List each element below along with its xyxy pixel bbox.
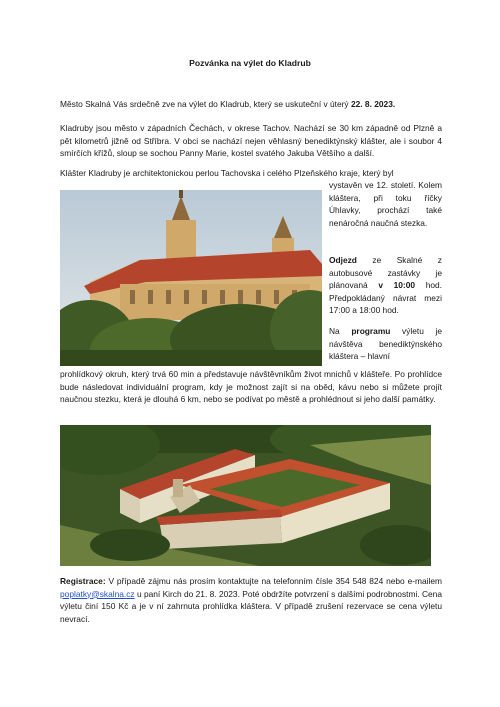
- monastery-church-photo: [60, 190, 322, 366]
- registration-text-2: u paní Kirch do 21. 8. 2023. Poté obdržíte potvrzení s dalšími podrobnostmi. Cena výletu činí 150 Kč a je v ní zahrnuta prohlídka kláštera. V případě zrušení rezervace se cena výletu nevrací.: [60, 588, 442, 624]
- program-side-text: [329, 325, 442, 363]
- program-pre: Na: [329, 326, 352, 336]
- departure-paragraph: [329, 254, 442, 317]
- monastery-side-text: vystavěn ve 12. století. Kolem kláštera, při toku říčky Úhlavky, prochází také nenáročná naučná stezka.: [329, 180, 442, 228]
- return-text: hod. Předpokládaný návrat mezi 17:00 a 18:00 hod.: [329, 280, 442, 316]
- departure-label: Odjezd: [329, 255, 357, 265]
- registration-label: Registrace:: [60, 576, 106, 586]
- email-link[interactable]: poplatky@skalna.cz: [60, 588, 135, 599]
- trip-date: 22. 8. 2023.: [350, 99, 396, 109]
- intro-paragraph: [60, 98, 440, 111]
- program-paragraph: prohlídkový okruh, který trvá 60 min a představuje návštěvníkům život mnichů v klášteře. Po prohlídce bude následovat individuální program, kdy je možnost zajít si na oběd, kávu nebo si můžete projít naučnou stezku, která je dlouhá 6 km, nebo se podívat po městě a prohlédnout si jeho další památky.: [60, 369, 442, 405]
- intro-text: Město Skalná Vás srdečně zve na výlet do Kladrub, který se uskuteční v úterý: [60, 99, 351, 109]
- registration-text: V případě zájmu nás prosím kontaktujte na telefonním čísle 354 548 824 nebo e-mailem: [105, 576, 442, 586]
- about-paragraph: Kladruby jsou město v západních Čechách, v okrese Tachov. Nachází se 30 km západně od Plzně a pět kilometrů jižně od Stříbra. V obci se nachází nejen věhlasný benediktýnský klášter, ale i soubor 4 smírčích křížů, sloup se sochou Panny Marie, kostel svatého Jakuba Většího a další.: [60, 123, 442, 159]
- monastery-aerial-photo: [60, 425, 431, 566]
- program-side: výletu je návštěva benediktýnského kláštera – hlavní: [329, 326, 442, 362]
- departure-time: v 10:00: [378, 280, 416, 291]
- program-label: programu: [351, 326, 391, 336]
- departure-text: ze Skalné z autobusové zastávky je plánovaná: [329, 255, 442, 291]
- registration-paragraph: [60, 575, 442, 625]
- monastery-paragraph-line: Klášter Kladruby je architektonickou perlou Tachovska i celého Plzeňského kraje, který byl: [60, 168, 394, 178]
- page-title: Pozvánka na výlet do Kladrub: [189, 58, 311, 68]
